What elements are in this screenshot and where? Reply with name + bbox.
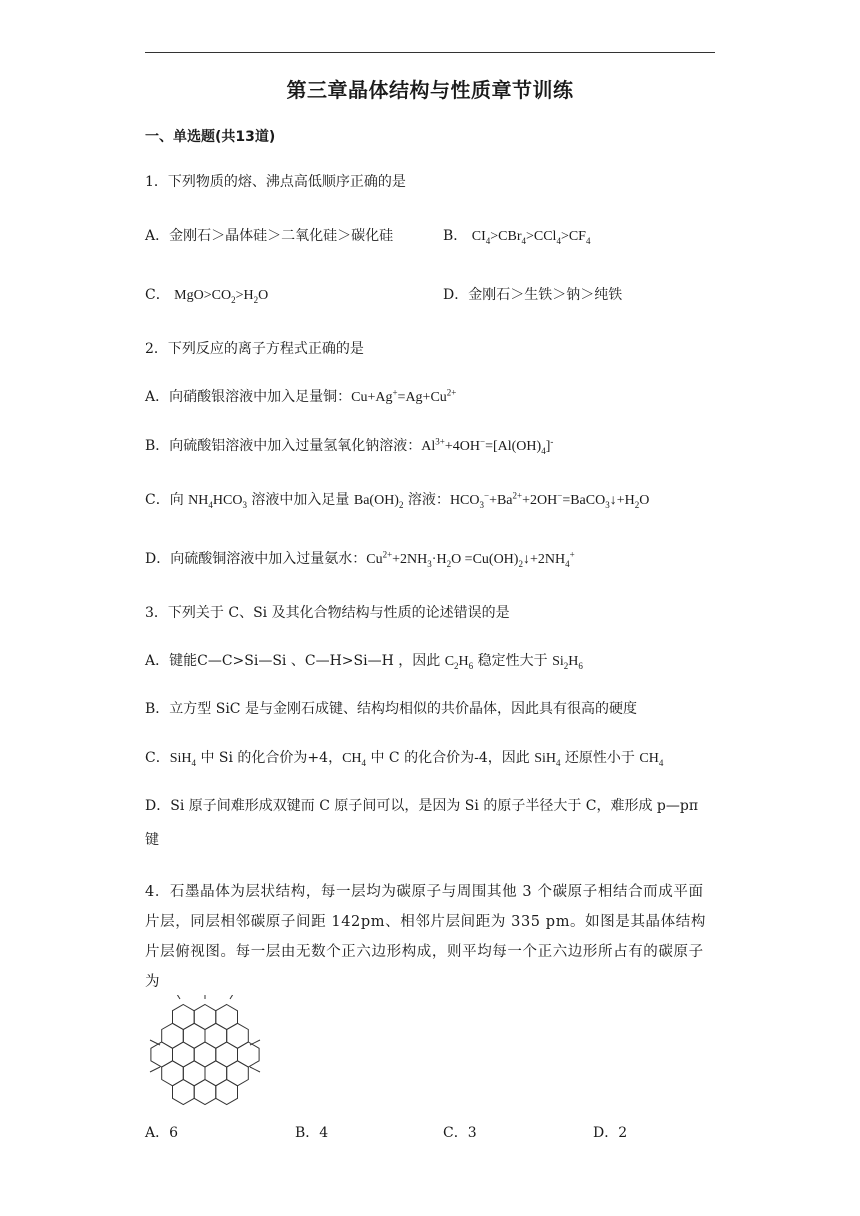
hexagon-cell [162,1023,184,1048]
edge-bond [175,995,180,999]
question-2-stem: 2．下列反应的离子方程式正确的是 [145,341,364,357]
section-header: 一、单选题(共13道) [145,129,276,145]
hexagon-cell [183,1061,205,1086]
edge-bond [150,1067,160,1072]
question-4-option-a: A．6 [145,1125,179,1141]
hexagon-cell [194,1005,216,1030]
question-2-option-d: D．向硫酸铜溶液中加入过量氨水：$Cu^{2+}+2NH_3\cdot H_2O$ $=Cu(OH)_2↓+2NH_4^+$ [145,549,575,569]
page-title: 第三章晶体结构与性质章节训练 [286,78,574,102]
hexagon-cell [173,1005,195,1030]
hexagon-cell [216,1042,238,1067]
hexagon-cell [173,1042,195,1067]
hexagon-cell [205,1061,227,1086]
question-1-option-a: A．金刚石＞晶体硅＞二氧化硅＞碳化硅 [145,228,394,244]
question-3-option-d-line1: D．Si 原子间难形成双键而 C 原子间可以，是因为 Si 的原子半径大于 C，难形成 p—pπ [145,798,699,814]
question-1-option-c-formula: $MgO>CO_2>H_2O$ [174,288,269,305]
hexagon-cell [227,1061,249,1086]
hexagon-cell [183,1023,205,1048]
hexagon-cell [216,1005,238,1030]
hexagon-lattice [150,995,260,1110]
question-3-option-c: C．SiH$_4$ 中 Si 的化合价为+4，$CH_4$ 中 C 的化合价为-4，因此 SiH$_4$ 还原性小于 $CH_4$ [145,750,664,768]
question-1-stem: 1．下列物质的熔、沸点高低顺序正确的是 [145,174,406,190]
edge-bond [230,995,235,999]
hexagon-cell [238,1042,260,1067]
hexagon-cell [194,1042,216,1067]
question-3-stem: 3．下列关于 C、Si 及其化合物结构与性质的论述错误的是 [145,605,510,621]
question-1-option-b-prefix: B． [443,228,468,244]
question-4-stem: 4．石墨晶体为层状结构，每一层均为碳原子与周围其他 3 个碳原子相结合而成平面片层，同层相邻碳原子间距 142pm、相邻片层间距为 335 pm。如图是其晶体结构片层俯视图。每一层由无数个正六边形构成，则平均每一个正六边形所占有的碳原子为 [145,884,706,990]
edge-bond [250,1067,260,1072]
question-1-option-c [145,286,268,305]
graphite-layer-figure [145,995,265,1110]
hexagon-cell [205,1023,227,1048]
question-3-option-b: B．立方型 SiC 是与金刚石成键、结构均相似的共价晶体，因此具有很高的硬度 [145,701,637,717]
question-1-option-b [443,227,590,246]
edge-bond [150,1040,160,1045]
edge-bond [250,1040,260,1045]
hexagon-cell [162,1061,184,1086]
question-4-option-d: D．2 [593,1125,628,1141]
hexagon-cell [216,1080,238,1105]
question-2-option-c: C．向 $NH_4HCO_3$ 溶液中加入足量 $Ba(OH)_2$ 溶液：$HCO_3^-+Ba^{2+}+2OH^-=BaCO_3↓+H_2O$ [145,490,650,510]
hexagon-cell [151,1042,173,1067]
question-1-option-c-prefix: C． [145,287,170,303]
hexagon-cell [194,1080,216,1105]
question-3-option-a: A．键能C—C>Si—Si 、C—H>Si—H ，因此 $C_2H_6$ 稳定性大于 $Si_2H_6$ [145,653,583,671]
question-4-option-c: C．3 [443,1125,477,1141]
hexagon-cell [227,1023,249,1048]
question-3-option-d-line2: 键 [145,832,159,848]
question-4-option-b: B．4 [295,1125,329,1141]
hexagon-cell [173,1080,195,1105]
question-2-option-b: B．向硫酸铝溶液中加入过量氢氧化钠溶液：$Al^{3+}+4OH^-=[Al(OH)_4]^-$ [145,436,554,456]
question-1-option-d: D．金刚石＞生铁＞钠＞纯铁 [443,287,623,303]
header-rule [145,52,715,53]
question-1-option-b-formula: $CI_4>CBr_4>CCl_4>CF_4$ [471,229,591,246]
question-2-option-a: A．向硝酸银溶液中加入足量铜：$Cu+Ag^+=Ag+Cu^{2+}$ [145,387,457,405]
